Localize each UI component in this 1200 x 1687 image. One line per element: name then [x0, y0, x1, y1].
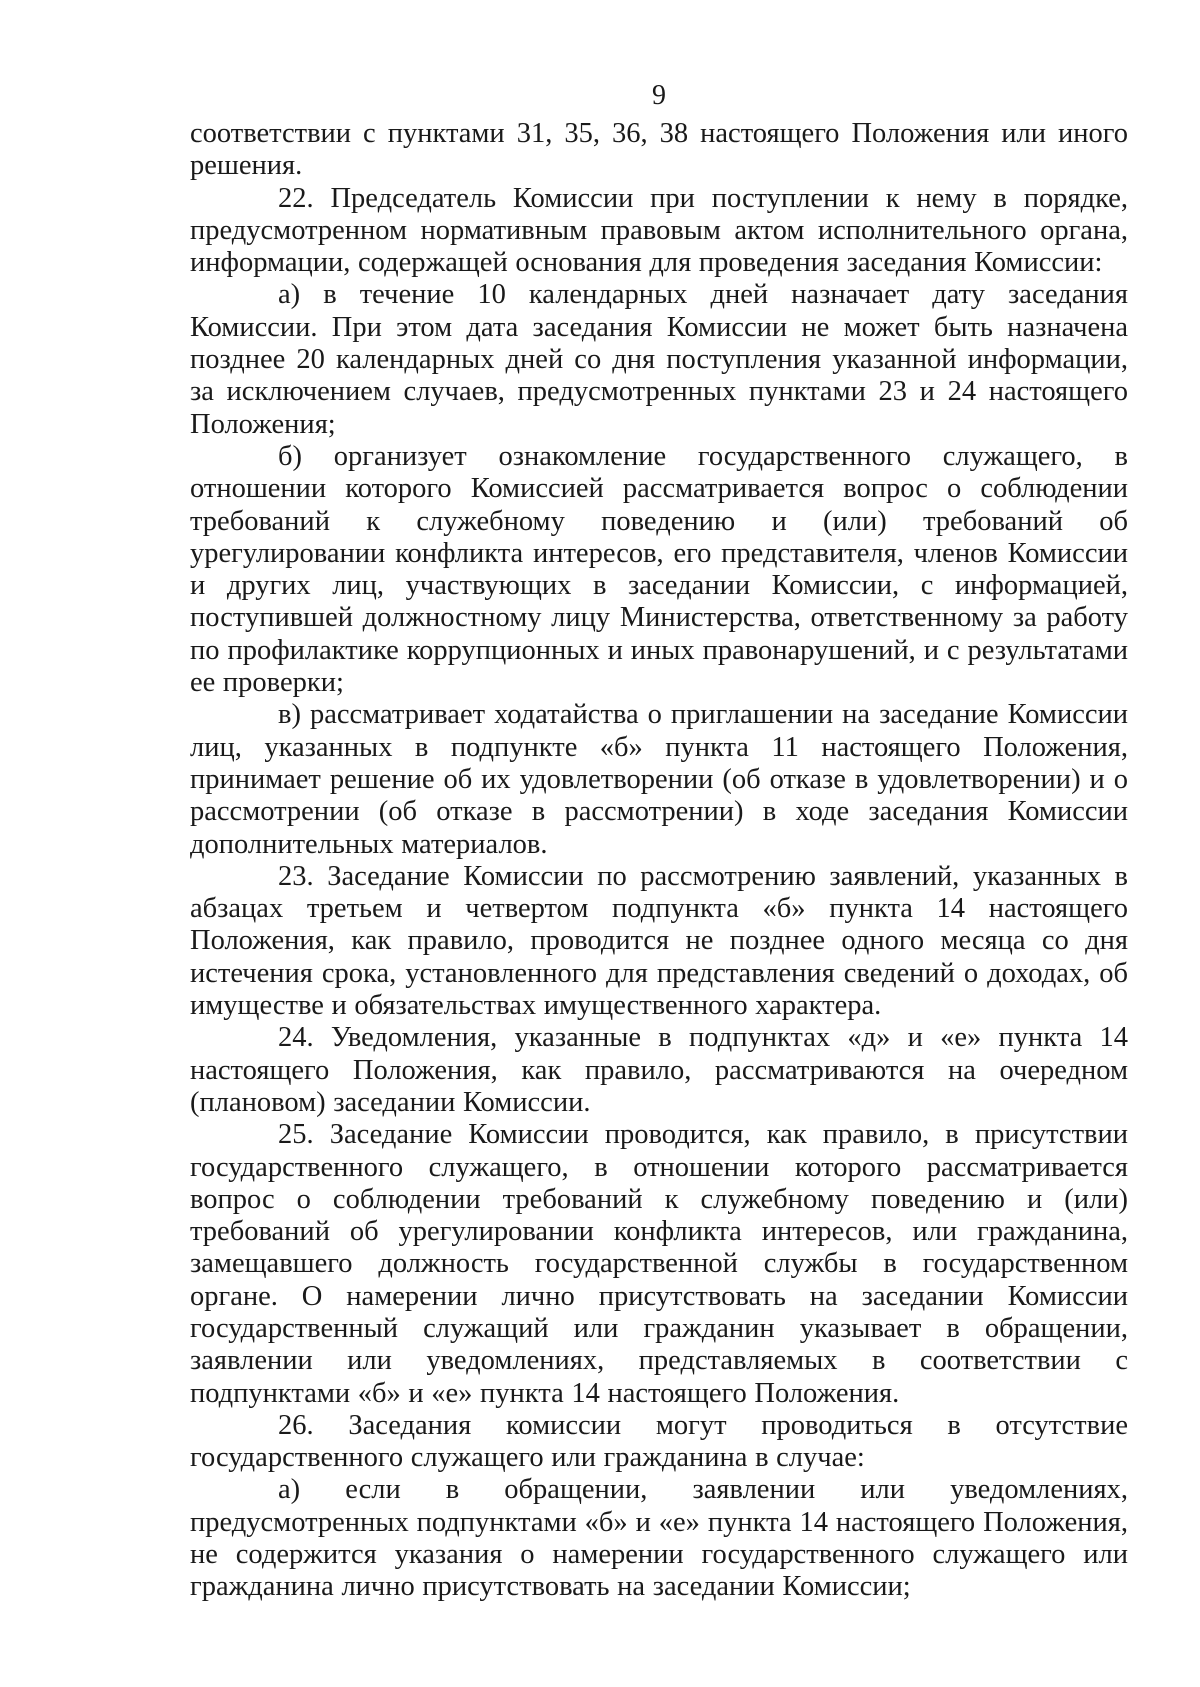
paragraph-24: 24. Уведомления, указанные в подпунктах «д» и «е» пункта 14 настоящего Положения, как правило, рассматриваются на очередном (плановом) заседании Комиссии. — [190, 1022, 1128, 1118]
paragraph-25: 25. Заседание Комиссии проводится, как правило, в присутствии государственного служащего, в отношении которого рассматривается вопрос о соблюдении требований к служебному поведению и (или) требований об урегулировании конфликта интересов, или гражданина, замещавшего должность государственной службы в государственном органе. О намерении лично присутствовать на заседании Комиссии государственный служащий или гражданин указывает в обращении, заявлении или уведомлениях, представляемых в соответствии с подпунктами «б» и «е» пункта 14 настоящего Положения. — [190, 1119, 1128, 1409]
paragraph-23: 23. Заседание Комиссии по рассмотрению заявлений, указанных в абзацах третьем и четвертом подпункта «б» пункта 14 настоящего Положения, как правило, проводится не позднее одного месяца со дня истечения срока, установленного для представления сведений о доходах, об имуществе и обязательствах имущественного характера. — [190, 860, 1128, 1022]
document-page — [190, 78, 1128, 1604]
paragraph-continuation: соответствии с пунктами 31, 35, 36, 38 настоящего Положения или иного решения. — [190, 118, 1128, 182]
paragraph-26-a: а) если в обращении, заявлении или уведомлениях, предусмотренных подпунктами «б» и «е» пункта 14 настоящего Положения, не содержится указания о намерении государственного служащего или гражданина лично присутствовать на заседании Комиссии; — [190, 1474, 1128, 1603]
paragraph-22: 22. Председатель Комиссии при поступлении к нему в порядке, предусмотренном нормативным правовым актом исполнительного органа, информации, содержащей основания для проведения заседания Комиссии: — [190, 182, 1128, 279]
paragraph-22-b: б) организует ознакомление государственного служащего, в отношении которого Комиссией рассматривается вопрос о соблюдении требований к служебному поведению и (или) требований об урегулировании конфликта интересов, его представителя, членов Комиссии и других лиц, участвующих в заседании Комиссии, с информацией, поступившей должностному лицу Министерства, ответственному за работу по профилактике коррупционных и иных правонарушений, и с результатами ее проверки; — [190, 440, 1128, 699]
paragraph-22-v: в) рассматривает ходатайства о приглашении на заседание Комиссии лиц, указанных в подпункте «б» пункта 11 настоящего Положения, принимает решение об их удовлетворении (об отказе в удовлетворении) и о рассмотрении (об отказе в рассмотрении) в ходе заседания Комиссии дополнительных материалов. — [190, 699, 1128, 860]
paragraph-26: 26. Заседания комиссии могут проводиться в отсутствие государственного служащего или гражданина в случае: — [190, 1409, 1128, 1474]
paragraph-22-a: а) в течение 10 календарных дней назначает дату заседания Комиссии. При этом дата заседания Комиссии не может быть назначена позднее 20 календарных дней со дня поступления указанной информации, за исключением случаев, предусмотренных пунктами 23 и 24 настоящего Положения; — [190, 279, 1128, 440]
page-number: 9 — [652, 80, 666, 111]
